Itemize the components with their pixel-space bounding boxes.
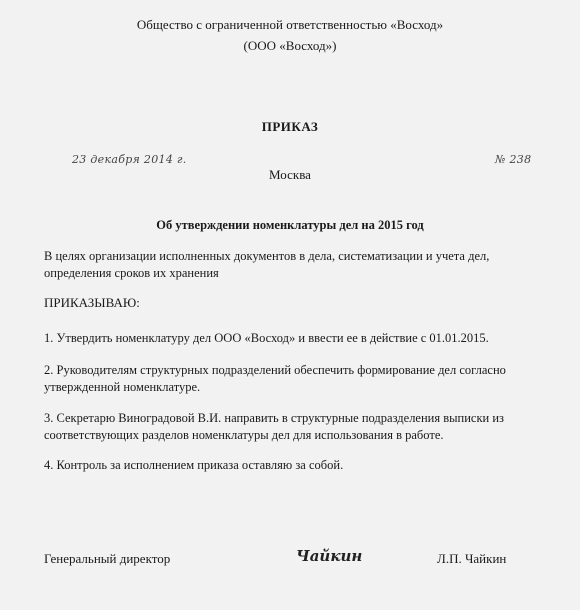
document-subject: Об утверждении номенклатуры дел на 2015 год	[156, 218, 424, 232]
order-item-1: 1. Утвердить номенклатуру дел ООО «Восход» и ввести ее в действие с 01.01.2015.	[44, 331, 489, 345]
document-number: № 238	[495, 153, 532, 166]
signatory-position: Генеральный директор	[44, 551, 171, 566]
document-title: ПРИКАЗ	[261, 119, 319, 134]
order-word: ПРИКАЗЫВАЮ:	[44, 295, 140, 310]
signatory-name: Л.П. Чайкин	[437, 551, 507, 566]
order-item-2: 2. Руководителям структурных подразделений обеспечить формирование дел согласно утвержденной номенклатуре.	[44, 363, 506, 394]
handwritten-signature: Чайкин	[296, 547, 363, 565]
preamble: В целях организации исполненных документов в дела, систематизации и учета дел, определения сроков их хранения	[44, 249, 490, 280]
organization-short-name: (ООО «Восход»)	[243, 38, 337, 53]
organization-full-name: Общество с ограниченной ответственностью «Восход»	[136, 17, 444, 32]
order-item-4: 4. Контроль за исполнением приказа оставляю за собой.	[44, 458, 344, 472]
document-city: Москва	[269, 167, 311, 182]
order-item-3: 3. Секретарю Виноградовой В.И. направить в структурные подразделения выписки из соответствующих разделов номенклатуры дел для использования в работе.	[44, 411, 504, 442]
document-date: 23 декабря 2014 г.	[72, 153, 187, 166]
